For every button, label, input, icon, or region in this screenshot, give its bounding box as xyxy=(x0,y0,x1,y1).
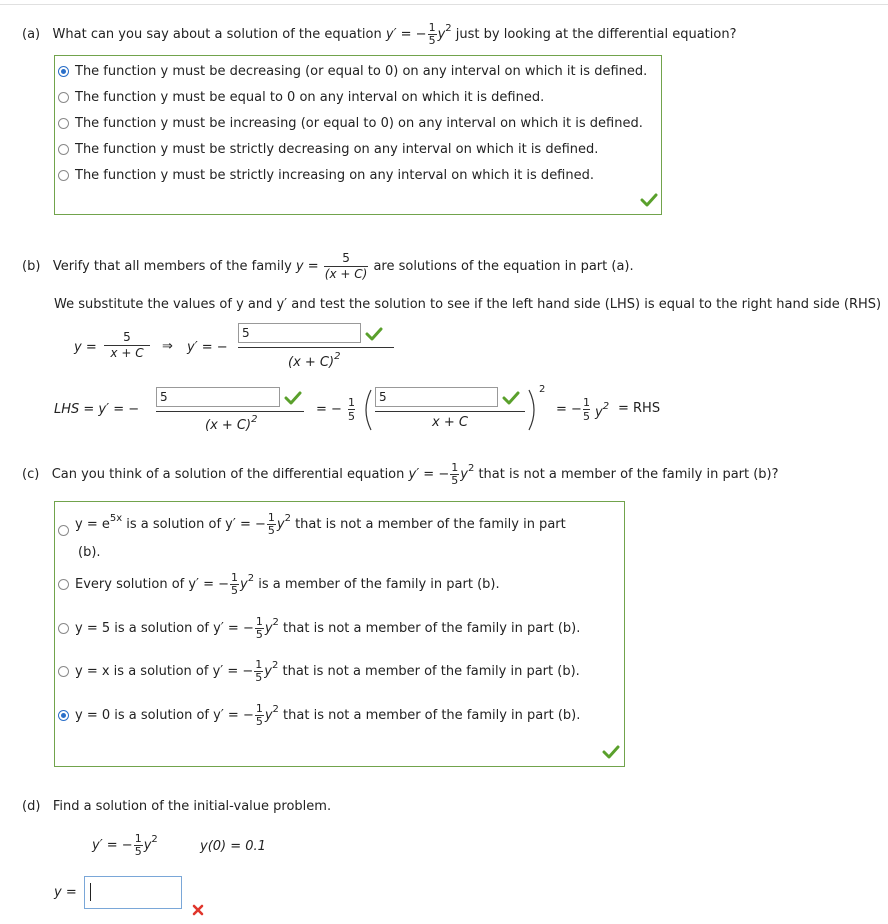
ivp-equation: y′ = − $\frac{1}{5}$ $y^2$ xyxy=(92,832,158,858)
radio-button[interactable] xyxy=(58,525,69,536)
incorrect-x-icon xyxy=(191,903,205,917)
fraction-denominator: $(x + C)^2$ xyxy=(205,414,258,433)
radio-button-selected[interactable] xyxy=(58,710,69,721)
left-paren xyxy=(360,388,374,432)
part-a-option-3[interactable]: The function y must be strictly decreasing on any interval on which it is defined. xyxy=(58,142,598,157)
part-a-option-2[interactable]: The function y must be increasing (or equal to 0) on any interval on which it is defined. xyxy=(58,116,643,131)
correct-check-icon xyxy=(502,391,520,405)
fraction-bar xyxy=(156,411,304,412)
part-label: (a) xyxy=(22,27,41,42)
answer-input[interactable]: 5 xyxy=(238,323,361,343)
fraction: $\frac{1}{5}$ xyxy=(451,461,459,487)
part-d-question: (d) Find a solution of the initial-value problem. xyxy=(22,799,332,814)
correct-check-icon xyxy=(640,193,658,207)
radio-button-selected[interactable] xyxy=(58,66,69,77)
fraction: $\frac{1}{5}$ xyxy=(255,658,263,684)
radio-button[interactable] xyxy=(58,170,69,181)
part-c-option-1[interactable]: Every solution of y′ = − $\frac{1}{5}$ $y^2$ is a member of the family in part (b). xyxy=(58,572,500,597)
fraction: $\frac{5}{(x + C)}$ xyxy=(324,251,368,281)
fraction: 5 x + C xyxy=(104,330,150,361)
correct-check-icon xyxy=(284,391,302,405)
part-c-option-2[interactable]: y = 5 is a solution of y′ = − $\frac{1}{5}$ $y^2$ that is not a member of the family in part (b). xyxy=(58,616,580,641)
correct-check-icon xyxy=(365,327,383,341)
fraction: $\frac{1}{5}$ xyxy=(134,832,142,858)
text-cursor xyxy=(90,883,91,901)
part-c-option-3[interactable]: y = x is a solution of y′ = − $\frac{1}{5}$ $y^2$ that is not a member of the family in part (b). xyxy=(58,659,580,684)
fraction-bar xyxy=(375,411,525,412)
part-a-option-1[interactable]: The function y must be equal to 0 on any interval on which it is defined. xyxy=(58,90,544,105)
fraction: $\frac{1}{5}$ xyxy=(255,702,263,728)
answer-input[interactable] xyxy=(84,876,182,909)
fraction: $\frac{1}{5}$ xyxy=(255,615,263,641)
part-c-option-4[interactable]: y = 0 is a solution of y′ = − $\frac{1}{5}$ $y^2$ that is not a member of the family in part (b). xyxy=(58,703,580,728)
part-label: (c) xyxy=(22,467,40,482)
top-divider xyxy=(0,4,888,5)
radio-button[interactable] xyxy=(58,623,69,634)
part-b-instruction: We substitute the values of y and y′ and test the solution to see if the left hand side (LHS) is equal to the right hand side (RHS) xyxy=(54,297,882,312)
fraction: 1 5 xyxy=(583,396,590,423)
part-a-answer-box xyxy=(54,55,662,215)
initial-condition: y(0) = 0.1 xyxy=(200,839,266,854)
part-c-question: (c) Can you think of a solution of the differential equation y′ = − $\frac{1}{5}$ $y^2$ that is not a member of the family in part (b)? xyxy=(22,461,779,487)
radio-button[interactable] xyxy=(58,579,69,590)
part-a-option-4[interactable]: The function y must be strictly increasing on any interval on which it is defined. xyxy=(58,168,594,183)
answer-input[interactable]: 5 xyxy=(156,387,280,407)
radio-button[interactable] xyxy=(58,666,69,677)
part-label: (d) xyxy=(22,799,41,814)
fraction-bar xyxy=(238,347,394,348)
fraction-denominator: $(x + C)^2$ xyxy=(288,351,341,370)
radio-button[interactable] xyxy=(58,118,69,129)
answer-input[interactable]: 5 xyxy=(375,387,498,407)
part-a-option-0[interactable]: The function y must be decreasing (or equal to 0) on any interval on which it is defined. xyxy=(58,64,647,79)
correct-check-icon xyxy=(602,745,620,759)
fraction: $\frac{1}{5}$ xyxy=(267,511,275,537)
part-a-question: (a) What can you say about a solution of the equation y′ = − $\frac{1}{5}$ $y^2$ just by looking at the differential equation? xyxy=(22,21,737,47)
right-paren xyxy=(526,388,540,432)
radio-button[interactable] xyxy=(58,92,69,103)
part-b-question: (b) Verify that all members of the family y = $\frac{5}{(x + C)}$ are solutions of the equation in part (a). xyxy=(22,251,634,281)
part-c-option-0[interactable]: $y = e^{5x}$ is a solution of y′ = − $\frac{1}{5}$ $y^2$ that is not a member of the family in part xyxy=(58,512,566,537)
radio-button[interactable] xyxy=(58,144,69,155)
fraction: 1 5 xyxy=(348,396,355,423)
part-label: (b) xyxy=(22,259,41,274)
fraction: $\frac{1}{5}$ xyxy=(428,21,436,47)
fraction: $\frac{1}{5}$ xyxy=(231,571,239,597)
